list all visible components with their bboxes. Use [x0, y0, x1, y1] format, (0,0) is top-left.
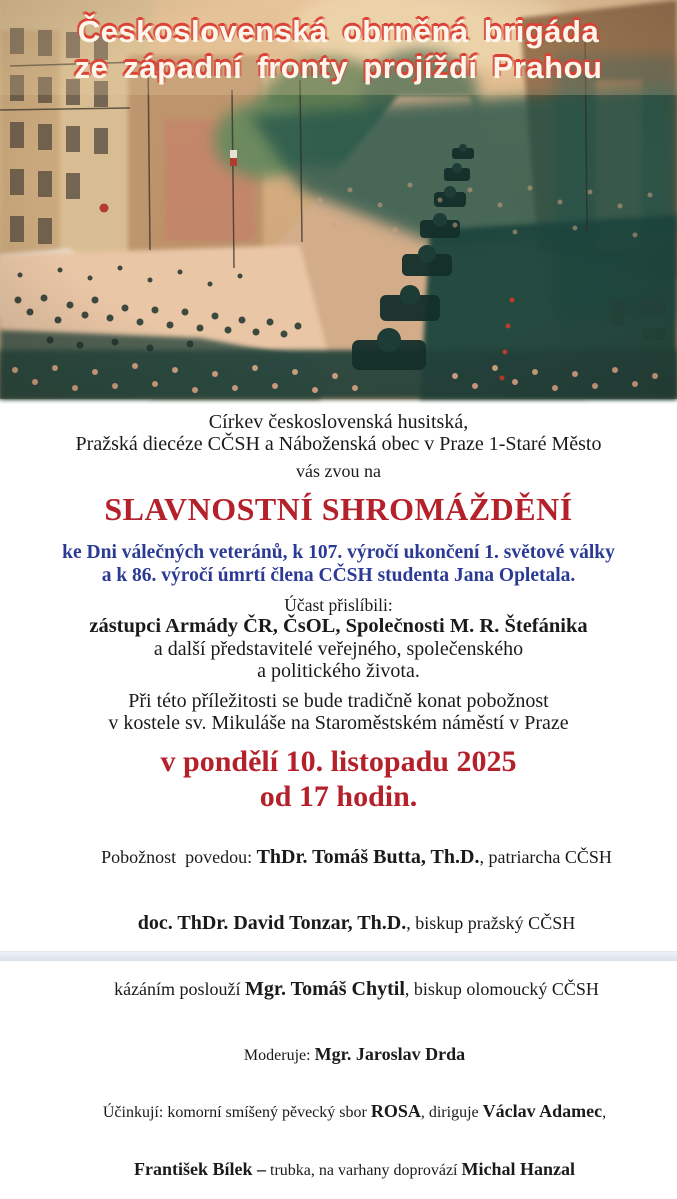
attendance-line3: a politického života.: [257, 660, 420, 682]
clergy-line-3: [0, 956, 677, 1022]
tradition-block: [0, 690, 677, 734]
datetime-block: [0, 744, 677, 814]
text-segment: doc. ThDr. David Tonzar, Th.D.: [137, 912, 407, 934]
attendance-line2: a další představitelé veřejného, společenského: [153, 638, 524, 660]
text-segment: Michal Hanzal: [461, 1158, 575, 1179]
date-line: v pondělí 10. listopadu 2025: [160, 745, 517, 778]
photo-caption-line1: Československá obrněná brigáda: [77, 14, 600, 49]
poster-body: [0, 411, 677, 1199]
organizer-line2: Pražská diecéze CČSH a Náboženská obec v Praze 1-Staré Město: [75, 433, 602, 455]
text-segment: Mgr. Jaroslav Drda: [314, 1043, 466, 1064]
text-segment: trubka, na varhany doprovází: [266, 1161, 462, 1179]
clergy-line-2: [0, 890, 677, 956]
attendance-intro: Účast přislíbili:: [284, 595, 393, 615]
text-segment: František Bílek –: [134, 1158, 267, 1179]
invite-line: vás zvou na: [296, 461, 381, 481]
text-segment: , biskup pražský CČSH: [406, 913, 576, 933]
program-line-3: [0, 1141, 677, 1199]
attendance-block: [0, 595, 677, 682]
occasion-line1: ke Dni válečných veteránů, k 107. výročí ukončení 1. světové války: [62, 542, 615, 563]
text-segment: ThDr. Tomáš Butta, Th.D.: [256, 846, 480, 868]
program-line-1: [0, 1026, 677, 1084]
organizer-line1: Církev československá husitská,: [208, 411, 469, 433]
text-segment: ROSA: [370, 1101, 421, 1121]
clergy-line-1: [0, 824, 677, 890]
photo-caption: [0, 14, 677, 86]
organizer-block: [0, 411, 677, 455]
text-segment: , biskup olomoucký CČSH: [404, 979, 599, 999]
event-title: SLAVNOSTNÍ SHROMÁŽDĚNÍ: [104, 491, 573, 527]
text-segment: Václav Adamec: [482, 1101, 603, 1121]
text-segment: , diriguje: [420, 1104, 483, 1121]
program-block: [0, 1026, 677, 1199]
attendance-guests: zástupci Armády ČR, ČsOL, Společnosti M. R. Štefánika: [89, 615, 588, 637]
photo-caption-line2: ze západní fronty projíždí Prahou: [74, 50, 603, 85]
photo-banner: [0, 0, 677, 399]
tradition-line1: Při této příležitosti se bude tradičně konat pobožnost: [128, 690, 549, 712]
text-segment: kázáním poslouží: [114, 979, 246, 999]
occasion-line2: a k 86. výročí úmrtí člena CČSH studenta Jana Opletala.: [101, 565, 576, 586]
tradition-line2: v kostele sv. Mikuláše na Staroměstském náměstí v Praze: [108, 712, 569, 734]
text-segment: Účinkují: komorní smíšený pěvecký sbor: [102, 1104, 371, 1121]
text-segment: Mgr. Tomáš Chytil: [245, 978, 405, 1000]
program-line-2: [0, 1084, 677, 1142]
text-segment: ,: [602, 1104, 607, 1121]
clergy-block: [0, 824, 677, 1022]
text-segment: Moderuje:: [243, 1046, 315, 1064]
occasion-block: [0, 541, 677, 587]
scan-bottom-edge: [0, 951, 677, 961]
text-segment: , patriarcha CČSH: [479, 847, 612, 867]
time-line: od 17 hodin.: [259, 780, 418, 813]
text-segment: Pobožnost povedou:: [101, 847, 257, 867]
